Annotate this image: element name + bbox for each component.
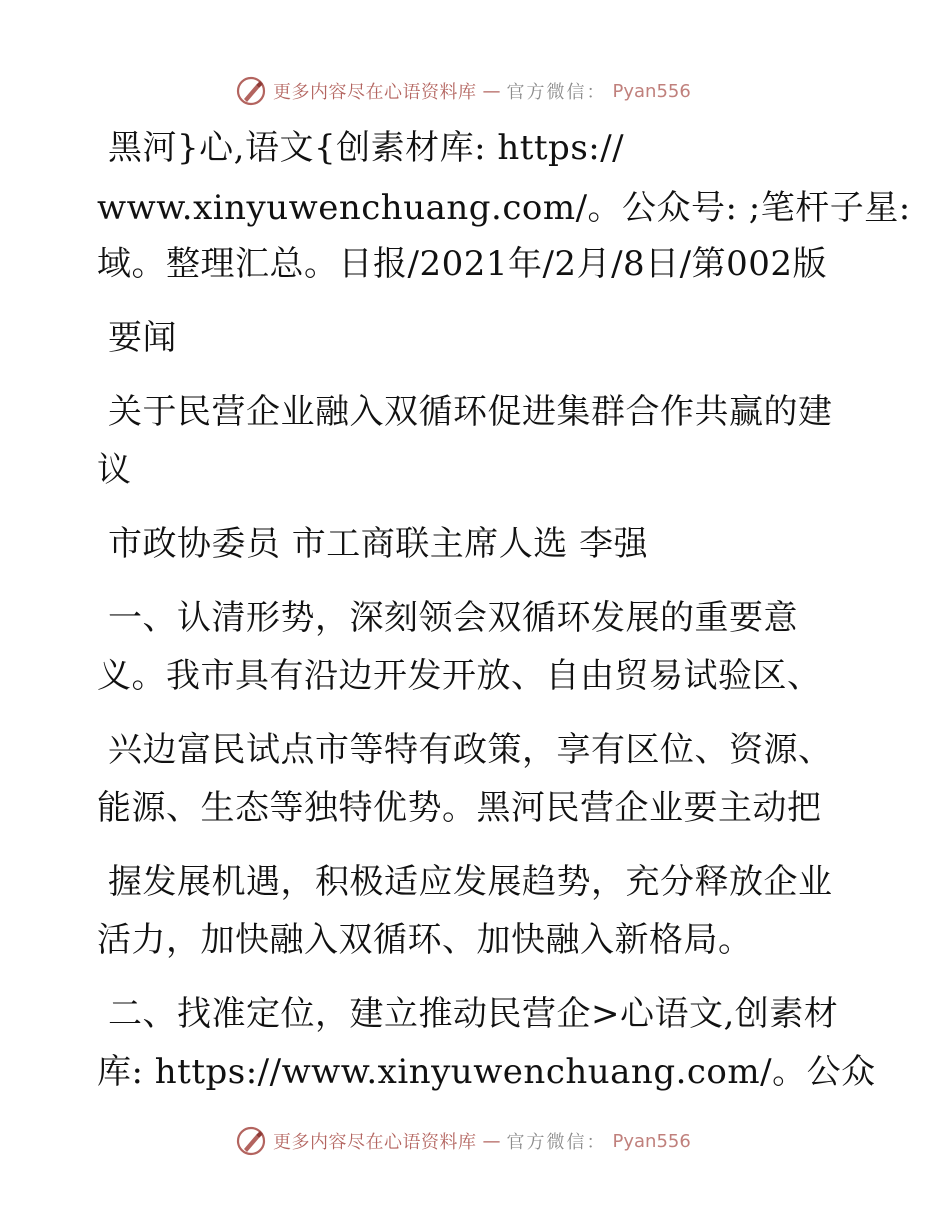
pen-logo-icon [235, 75, 267, 107]
watermark-official-label: 官方微信： [506, 82, 607, 103]
watermark-brand-text: 更多内容尽在心语资料库 [273, 82, 477, 103]
footer-watermark [235, 1124, 691, 1158]
body-line-13: 活力，加快融入双循环、加快融入新格局。 [97, 920, 753, 960]
body-line-3: 域。整理汇总。日报/2021年/2月/8日/第002版 [97, 244, 828, 284]
article-title-line-2: 议 [97, 450, 132, 490]
watermark-separator: — [482, 1130, 501, 1152]
watermark-wechat-id: Pyan556 [612, 80, 691, 102]
header-watermark [235, 74, 691, 108]
pen-logo-icon [235, 1125, 267, 1157]
body-line-1: 黑河}心,语文{创素材库: https:// [108, 128, 625, 168]
watermark-wechat-id: Pyan556 [612, 1130, 691, 1152]
body-line-8: 一、认清形势，深刻领会双循环发展的重要意 [108, 598, 798, 638]
section-label: 要闻 [108, 318, 177, 358]
body-line-11: 能源、生态等独特优势。黑河民营企业要主动把 [97, 788, 822, 828]
author-line: 市政协委员 市工商联主席人选 李强 [108, 524, 649, 564]
watermark-official-label: 官方微信： [506, 1132, 607, 1153]
body-line-12: 握发展机遇，积极适应发展趋势，充分释放企业 [108, 862, 833, 902]
body-line-9: 义。我市具有沿边开发开放、自由贸易试验区、 [97, 656, 822, 696]
watermark-separator: — [482, 80, 501, 102]
body-line-15: 库: https://www.xinyuwenchuang.com/。公众 [97, 1052, 876, 1092]
body-line-10: 兴边富民试点市等特有政策，享有区位、资源、 [108, 730, 833, 770]
body-line-2: www.xinyuwenchuang.com/。公众号: ;笔杆子星: [97, 188, 911, 228]
watermark-brand-text: 更多内容尽在心语资料库 [273, 1132, 477, 1153]
body-line-14: 二、找准定位，建立推动民营企>心语文,创素材 [108, 994, 839, 1034]
article-title-line-1: 关于民营企业融入双循环促进集群合作共赢的建 [108, 392, 833, 432]
